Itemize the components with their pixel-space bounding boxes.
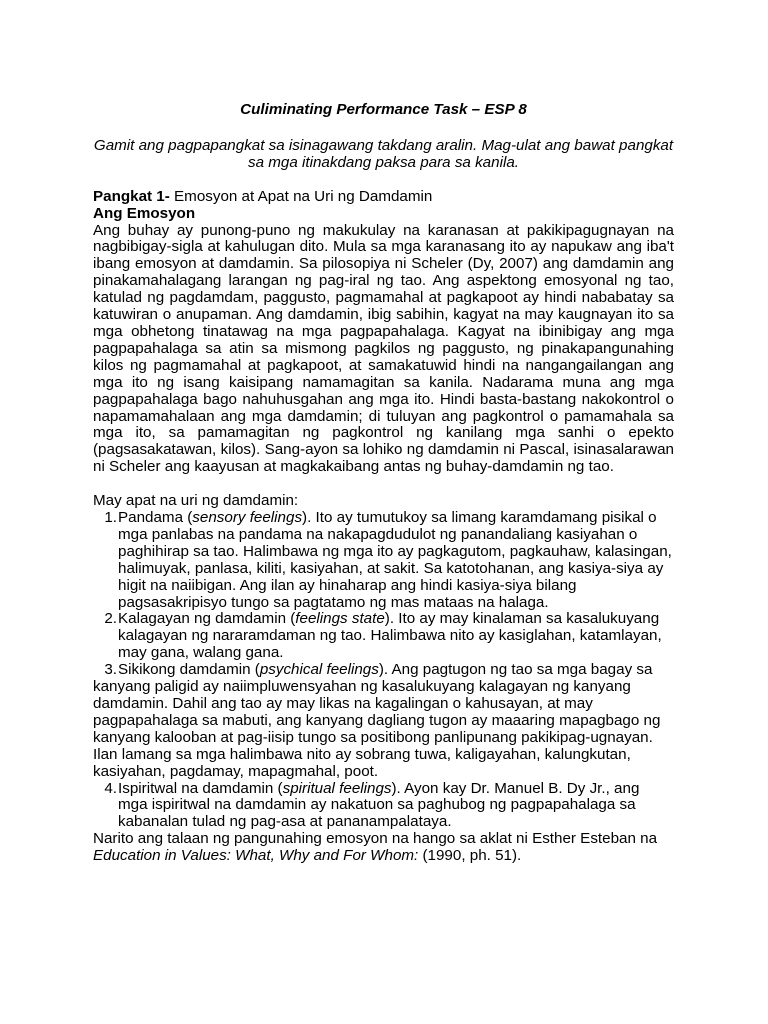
item-number: 2. — [104, 610, 117, 628]
closing-paragraph — [93, 831, 674, 865]
item-name: Kalagayan ng damdamin ( — [118, 610, 296, 628]
item-name: Sikikong damdamin ( — [118, 661, 260, 679]
citation: (1990, ph. 51). — [418, 847, 522, 865]
item-text — [93, 611, 674, 662]
item-term: feelings state — [295, 610, 385, 628]
document-title: Culiminating Performance Task – ESP 8 — [240, 101, 527, 118]
item-text — [93, 662, 674, 679]
item-description: ). Ito ay tumutukoy sa limang karamdamang pisikal o mga panlabas na pandama na nakapagdudulot ng panandaliang kasiyahan o paghihirap sa tao. Halimbawa ng mga ito ay pagkagutom, pagkauhaw, kalasingan, halimuyak, panlasa, kiliti, kasiyahan, at sakit. Sa katotohanan, ang kasiya-siya ay higit na naiibigan. Ang ilan ay hinaharap ang hindi kasiya-siya bilang pagsasakripisyo tungo sa pagtatamo ng mas mataas na halaga. — [118, 509, 672, 611]
item-text — [93, 510, 674, 611]
list-item — [93, 510, 674, 611]
book-title: Education in Values: What, Why and For Whom: — [93, 847, 419, 865]
item-term: spiritual feelings — [282, 779, 392, 797]
types-list — [93, 510, 674, 831]
item-number: 3. — [104, 661, 117, 679]
item-number: 1. — [104, 509, 117, 527]
item-description-first: ). Ang pagtugon ng tao sa mga bagay sa — [378, 661, 653, 679]
closing-text: Narito ang talaan ng pangunahing emosyon na hango sa aklat ni Esther Esteban na — [93, 830, 658, 848]
body-paragraph: Ang buhay ay punong-puno ng makukulay na karanasan at pakikipagugnayan na nagbibigay-sigla at kahulugan dito. Mula sa mga karanasang ito ay napukaw ang iba't ibang emosyon at damdamin. Sa pilosopiya ni Scheler (Dy, 2007) ang damdamin ang pinakamahalagang larangan ng pag-iral ng tao. Ang aspektong emosyonal ng tao, katulad ng pagdamdam, paggusto, pagmamahal at pagkapoot ay hindi nababatay sa katuwiran o anupaman. Ang damdamin, ibig sabihin, kagyat na may kaugnayan ito sa mga obhetong tinatawag na mga pagpapahalaga. Kagyat na ibinibigay ang mga pagpapahalaga sa atin sa mismong pagkilos ng paggusto, ng pinakapangunahing kilos ng pagmamahal at pagkapoot, at samakatuwid hindi na nangangailangan ang mga ito ng isang kaisipang namamagitan sa kanila. Nadarama muna ang mga pagpapahalaga bago nahuhusgahan ang mga ito. Hindi basta-bastang nakokontrol o napamamahalaan ang mga damdamin; di tuluyan ang pagkontrol o pamamahala sa mga ito, sa pamamagitan ng pagkontrol ng kanilang mga sanhi o epekto (pagsasakatawan, kilos). Sang-ayon sa lohiko ng damdamin ni Pascal, isinasalarawan ni Scheler ang kaayusan at magkakaibang antas ng buhay-damdamin ng tao. — [93, 221, 674, 476]
group-topic: Emosyon at Apat na Uri ng Damdamin — [169, 187, 433, 205]
types-intro: May apat na uri ng damdamin: — [93, 492, 299, 510]
item-term: sensory feelings — [192, 509, 303, 527]
item-number: 4. — [104, 779, 117, 797]
item-text — [93, 781, 672, 832]
list-item — [93, 662, 674, 780]
item-name: Ispiritwal na damdamin ( — [118, 779, 283, 797]
list-item — [93, 781, 674, 832]
group-label: Pangkat 1- — [93, 187, 170, 205]
item-description: ). Ito ay may kinalaman sa kasalukuyang kalagayan ng nararamdaman ng tao. Halimbawa nito ay kasiglahan, katamlayan, may gana, walang gana. — [118, 610, 662, 662]
item-description: kanyang paligid ay naiimpluwensyahan ng kasalukuyang kalagayan ng kanyang damdamin. Dahil ang tao ay may likas na kagalingan o kahusayan, at may pagpapahalaga sa mabuti, ang kanyang dagliang tugon ay maaaring mapagbago ng kanyang kalooban at pag-iisip tungo sa positibong panlipunang pakikipag-ugnayan. Ilan lamang sa mga halimbawa nito ay sobrang tuwa, kaligayahan, kalungkutan, kasiyahan, pagdamay, mapagmahal, poot. — [93, 678, 661, 780]
document-content — [93, 102, 674, 865]
item-description: ). Ayon kay Dr. Manuel B. Dy Jr., ang mga ispiritwal na damdamin ay nakatuon sa paghubog ng pagpapahalaga sa kabanalan tulad ng pag-asa at pananampalataya. — [118, 779, 640, 831]
item-name: Pandama ( — [118, 509, 193, 527]
section-heading: Ang Emosyon — [93, 204, 196, 222]
item-term: psychical feelings — [259, 661, 379, 679]
list-item — [93, 611, 674, 662]
group-heading — [93, 189, 674, 206]
instructions: Gamit ang pagpapangkat sa isinagawang takdang aralin. Mag-ulat ang bawat pangkat sa mga itinakdang paksa para sa kanila. — [93, 136, 674, 171]
